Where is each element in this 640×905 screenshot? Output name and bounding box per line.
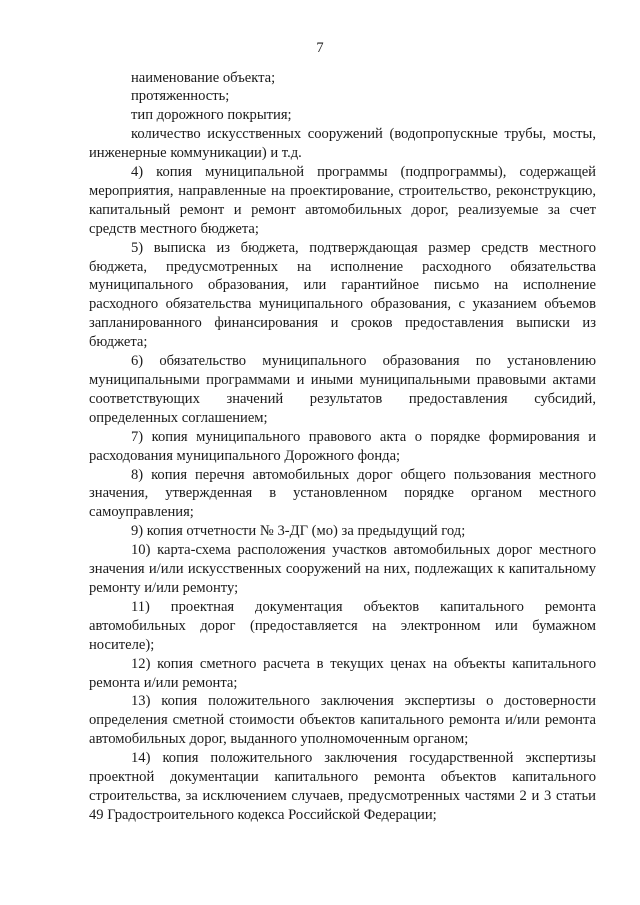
paragraph-10: 10) карта-схема расположения участков автомобильных дорог местного значения и/или искусственных сооружений на них, подлежащих к капитальному ремонту и/или ремонту; — [89, 542, 596, 596]
paragraph-14: 14) копия положительного заключения государственной экспертизы проектной документации капитального ремонта объектов капитального строительства, за исключением случаев, предусмотренных частями 2 и 3 статьи 49 Градостроительного кодекса Российской Федерации; — [89, 750, 596, 823]
paragraph-9: 9) копия отчетности № 3-ДГ (мо) за предыдущий год; — [131, 523, 466, 540]
paragraph-13: 13) копия положительного заключения экспертизы о достоверности определения сметной стоимости объектов капитального ремонта и/или ремонта автомобильных дорог, выданного уполномоченным органом; — [89, 693, 596, 748]
paragraph-6: 6) обязательство муниципального образования по установлению муниципальными программами и иными муниципальными правовыми актами соответствующих значений результатов предоставления субсидий, определенных соглашением; — [89, 353, 596, 426]
paragraph-8: 8) копия перечня автомобильных дорог общего пользования местного значения, утвержденная в установленном порядке органом местного самоуправления; — [89, 466, 596, 521]
document-body — [89, 69, 596, 825]
paragraph-item-name: наименование объекта; — [131, 69, 276, 86]
paragraph-12: 12) копия сметного расчета в текущих ценах на объекты капитального ремонта и/или ремонта; — [89, 655, 596, 691]
paragraph-5: 5) выписка из бюджета, подтверждающая размер средств местного бюджета, предусмотренных на исполнение расходного обязательства муниципального образования, или гарантийное письмо на исполнение расходного обязательства муниципального образования, с указанием объемов запланированного финансирования и сроков предоставления выписки из бюджета; — [89, 239, 596, 351]
paragraph-4: 4) копия муниципальной программы (подпрограммы), содержащей мероприятия, направленные на проектирование, строительство, реконструкцию, капитальный ремонт и ремонт автомобильных дорог, реализуемые за счет средств местного бюджета; — [89, 164, 596, 237]
paragraph-7: 7) копия муниципального правового акта о порядке формирования и расходования муниципального Дорожного фонда; — [89, 428, 596, 464]
paragraph-item-length: протяженность; — [131, 88, 230, 105]
paragraph-item-surface-type: тип дорожного покрытия; — [131, 107, 292, 124]
paragraph-11: 11) проектная документация объектов капитального ремонта автомобильных дорог (предоставляется на электронном или бумажном носителе); — [89, 598, 596, 653]
page-number: 7 — [316, 40, 324, 56]
paragraph-item-structures-count: количество искусственных сооружений (водопропускные трубы, мосты, инженерные коммуникации) и т.д. — [89, 126, 596, 162]
